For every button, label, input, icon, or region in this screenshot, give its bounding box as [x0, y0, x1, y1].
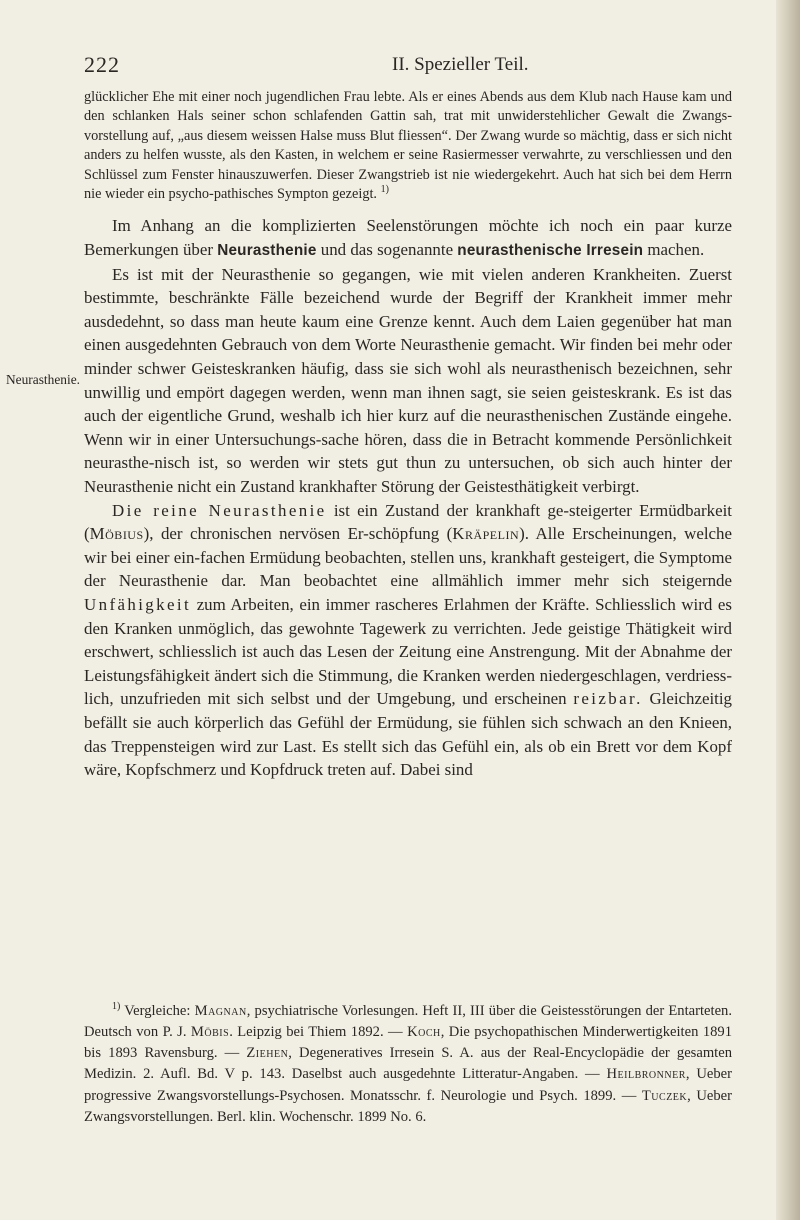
- page-number: 222: [84, 52, 120, 77]
- author-name: Koch: [407, 1024, 441, 1041]
- term-irresein: neurasthenische Irresein: [457, 242, 644, 260]
- text-run: ist ein Zustand der krankhaft ge-steigerter Ermüdbarkeit (: [84, 500, 732, 544]
- author-name: Kräpelin: [452, 524, 520, 544]
- author-name: Ziehen: [246, 1045, 289, 1062]
- text-run: ). Alle Erscheinungen, welche wir bei einer ein-fachen Ermüdung beobachten, stellen uns, krankhaft gesteigert, die Symptome der Neurasthenie dar. Man beobachtet eine allmählich immer mehr sich steigernde: [84, 524, 732, 591]
- footnote-marker: 1): [112, 1001, 121, 1012]
- paragraph-reine-neurasthenie: [84, 499, 732, 782]
- margin-note: Neurasthenie.: [6, 372, 80, 387]
- text-run: . Leipzig bei Thiem 1892. —: [229, 1024, 403, 1041]
- text-run: zum Arbeiten, ein immer rascheres Erlahmen der Kräfte. Schliesslich wird es den Kranken unmöglich, das gewohnte Tagewerk zu verrichten. Jede geistige Thätigkeit wird erschwert, schliesslich ist auch das Lesen der Zeitung eine Anstrengung. Mit der Abnahme der Leistungsfähigkeit ändert sich die Stimmung, die Kranken werden niedergeschlagen, verdriess-lich, unzufrieden mit sich selbst und der Umgebung, und erscheinen: [84, 594, 732, 709]
- author-name: Heilbronner: [606, 1066, 686, 1083]
- paragraph-neurasthenie: Es ist mit der Neurasthenie so gegangen, wie mit vielen anderen Krankheiten. Zuerst bestimmte, beschränkte Fälle bezeichend wurde der Begriff der Krankheit immer mehr ausdedehnt, so dass man heute kaum eine Grenze kennt. Auch dem Laien gegenüber hat man einen ausgedehnten Gebrauch von dem Worte Neurasthenie gemacht. Wir finden bei mehr oder minder schwer Geisteskranken häufig, dass sie sich wohl als neurasthenisch bezeichnen, sehr unwillig und empört dagegen werden, wenn man ihnen sagt, sie seien geisteskrank. Es ist das auch der eigentliche Grund, weshalb ich hier kurz auf die neurasthenischen Zustände eingehe. Wenn wir in einer Untersuchungs-sache hören, dass die in Betracht kommende Persönlichkeit neurasthe-nisch ist, so werden wir stets gut thun zu untersuchen, ob sich auch hinter der Neurasthenie nicht ein Zustand krankhafter Störung der Geistesthätigkeit verbirgt.: [84, 264, 732, 496]
- author-name: Möbius: [89, 524, 144, 544]
- text-run: , Ueber progressive Zwangsvorstellungs-Psychosen. Monatsschr. f. Neurologie und Psych. 1899. —: [84, 1066, 733, 1104]
- text-run: , Ueber Zwangsvorstellungen. Berl. klin. Wochenschr. 1899 No. 6.: [84, 1087, 732, 1125]
- text-run: Im Anhang an die komplizierten Seelenstörungen möchte ich noch ein paar kurze Bemerkungen über: [84, 216, 732, 260]
- paragraph-case-report: [84, 88, 732, 204]
- author-name: Tuczek: [641, 1087, 688, 1104]
- text-run: und das sogenannte: [320, 240, 454, 260]
- text-run: , psychiatrische Vorlesungen. Heft II, III über die Geistesstörungen der Entarteten. Deutsch von P. J.: [84, 1002, 732, 1041]
- body-text: [84, 88, 732, 782]
- page-edge-shadow: [776, 0, 800, 1220]
- term-neurasthenie: Neurasthenie: [217, 242, 317, 260]
- author-name: Magnan: [194, 1002, 247, 1019]
- spaced-word: reizbar.: [573, 689, 643, 709]
- footnote: [84, 996, 732, 1128]
- spaced-heading: Die reine Neurasthenie: [112, 500, 327, 520]
- text-run: Gleichzeitig befällt sie auch körperlich das Gefühl der Ermüdung, sie fühlen sich schwach an den Knieen, das Treppensteigen wird zur Last. Es stellt sich das Gefühl ein, als ob ein Brett vor dem Kopf wäre, Kopfschmerz und Kopfdruck treten auf. Dabei sind: [84, 689, 732, 780]
- footnote-text: [84, 996, 732, 1128]
- text-run: machen.: [647, 240, 705, 260]
- paragraph-intro: [84, 214, 732, 262]
- text-run: ), der chronischen nervösen Er-schöpfung (: [143, 524, 453, 544]
- paragraph-text: glücklicher Ehe mit einer noch jugendlichen Frau lebte. Als er eines Abends aus dem Klub nach Hause kam und den schlanken Hals seiner schon schlafenden Gattin sah, trat mit unwiderstehlicher Gewalt die Zwangs-vorstellung auf, „aus diesem weissen Halse muss Blut fliessen“. Der Zwang wurde so mächtig, dass er sich nicht anders zu helfen wusste, als den Kasten, in welchem er seine Rasiermesser verwahrte, zu verschliessen und den Schlüssel zum Fenster hinauszuwerfen. Dieser Zwangstrieb ist nie wiedergekehrt. Auch hat sich bei dem Herrn nie wieder ein psycho-pathisches Sympton gezeigt.: [84, 89, 732, 203]
- text-run: Vergleiche:: [124, 1002, 191, 1019]
- text-run: , Degeneratives Irresein S. A. aus der Real-Encyclopädie der gesamten Medizin. 2. Aufl. Bd. V p. 143. Daselbst auch ausgedehnte Litteratur-Angaben. —: [84, 1045, 733, 1083]
- author-name: Möbis: [190, 1024, 230, 1041]
- spaced-word: Unfähigkeit: [84, 594, 192, 614]
- spacer: [84, 204, 732, 214]
- text-run: , Die psychopathischen Minderwertigkeiten 1891 bis 1893 Ravensburg. —: [84, 1024, 733, 1062]
- running-head: II. Spezieller Teil.: [392, 54, 529, 75]
- page-header: [84, 52, 724, 80]
- footnote-reference: 1): [380, 184, 389, 196]
